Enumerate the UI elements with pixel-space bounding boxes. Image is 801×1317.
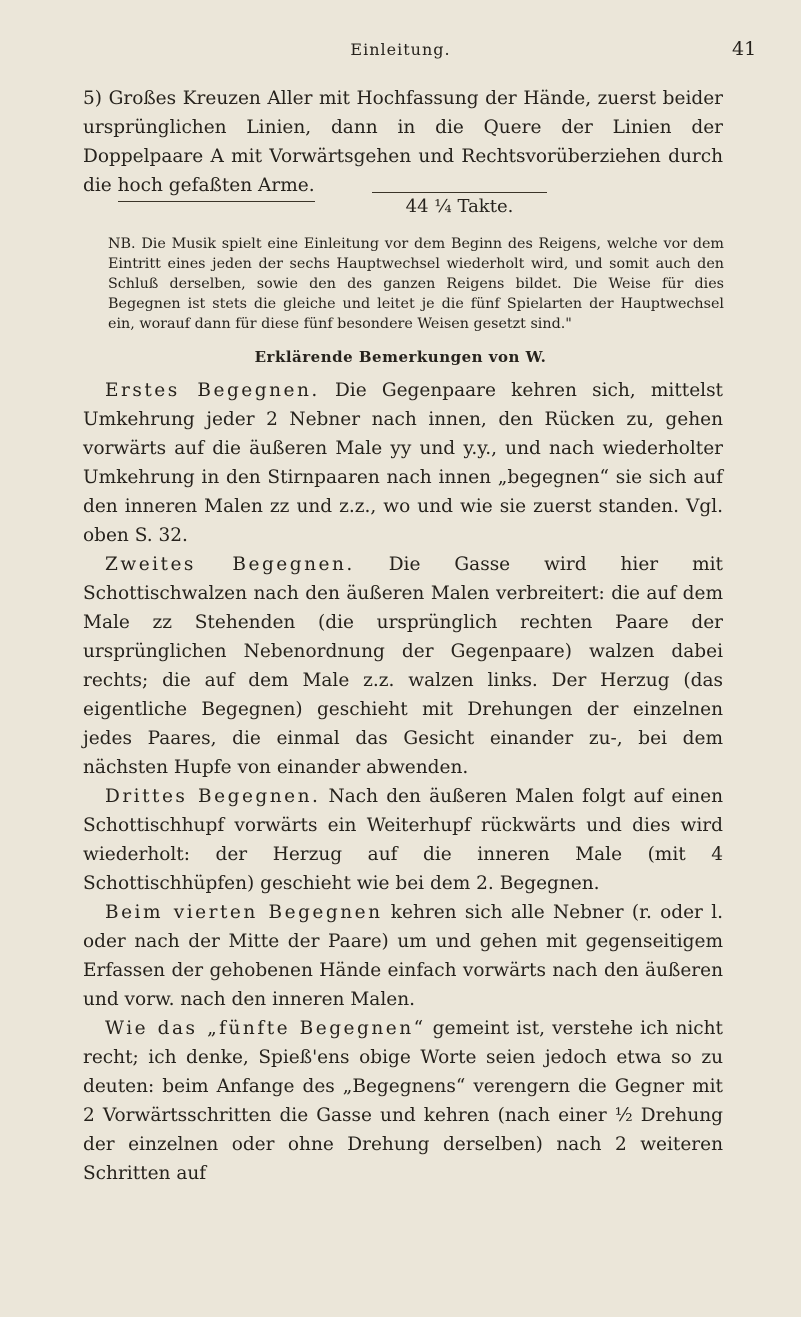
paragraph-text: kehren sich alle Nebner (r. oder l. oder nach der Mitte der Paare) um und gehen mit gegenseitigem Erfassen der gehobenen Hände einfach vorwärts nach den äußeren und vorw. nach den inneren Malen. (83, 902, 723, 1010)
body-text (83, 376, 723, 1188)
paragraph-text: Die Gasse wird hier mit Schottischwalzen nach den äußeren Malen verbreitert: die auf dem Male zz Stehenden (die ursprünglich rechten Paare der ursprünglichen Nebenordnung der Gegenpaare) walzen dabei rechts; die auf dem Male z.z. walzen links. Der Herzug (das eigentliche Begegnen) geschieht mit Drehungen der einzelnen jedes Paares, die einmal das Gesicht einander zu-, bei dem nächsten Hupfe von einander abwenden. (83, 554, 723, 778)
nb-note (108, 234, 724, 334)
nb-note-text: NB. Die Musik spielt eine Einleitung vor dem Beginn des Reigens, welche vor dem Eintritt eines jeden der sechs Hauptwechsel wiederholt wird, und somit auch den Schluß derselben, sowie den des ganzen Reigens bildet. Die Weise für dies Begegnen ist stets die gleiche und leitet je die fünf Spielarten der Hauptwechsel ein, worauf dann für diese fünf besondere Weisen gesetzt sind." (108, 236, 724, 332)
item-5 (83, 84, 723, 202)
paragraph-lead: Wie das „fünfte Begegnen“ (105, 1018, 426, 1039)
paragraph-text: Nach den äußeren Malen folgt auf einen Schottischhupf vorwärts ein Weiterhupf rückwärts und dies wird wiederholt: der Herzug auf die inneren Male (mit 4 Schottischhüpfen) geschieht wie bei dem 2. Begegnen. (83, 786, 724, 894)
paragraph-lead: Beim vierten Begegnen (105, 902, 383, 923)
beat-count: 44 ¼ Takte. (372, 192, 547, 217)
item-5-text: 5) Großes Kreuzen Aller mit Hochfassung der Hände, zuerst beider ursprünglichen Linien, dann in die Quere der Linien der Doppelpaare A mit Vorwärtsgehen und Rechtsvorüberziehen durch die (83, 88, 723, 196)
paragraph-fourth (83, 898, 723, 1014)
section-heading: Erklärende Bemerkungen von W. (254, 348, 547, 366)
page-number: 41 (732, 38, 757, 60)
paragraph-text: gemeint ist, verstehe ich nicht recht; ich denke, Spieß'ens obige Worte seien jedoch etwa so zu deuten: beim Anfange des „Begegnens“ verengern die Gegner mit 2 Vorwärtsschritten die Gasse und kehren (nach einer ½ Drehung der einzelnen oder ohne Drehung derselben) nach 2 weiteren Schritten auf (83, 1018, 723, 1184)
paragraph-text: Die Gegenpaare kehren sich, mittelst Umkehrung jeder 2 Nebner nach innen, den Rücken zu, gehen vorwärts auf die äußeren Male yy und y.y., und nach wiederholter Umkehrung in den Stirnpaaren nach innen „begegnen“ sie sich auf den inneren Malen zz und z.z., wo und wie sie zuerst standen. Vgl. oben S. 32. (83, 380, 723, 546)
paragraph-lead: Drittes Begegnen. (105, 786, 321, 807)
paragraph-lead: Zweites Begegnen. (105, 554, 355, 575)
paragraph-second (83, 550, 723, 782)
paragraph-lead: Erstes Begegnen. (105, 380, 320, 401)
running-head: Einleitung. (350, 40, 451, 59)
paragraph-first (83, 376, 723, 550)
paragraph-third (83, 782, 723, 898)
item-5-underlined-text: hoch gefaßten Arme. (118, 171, 315, 202)
paragraph-fifth (83, 1014, 723, 1188)
